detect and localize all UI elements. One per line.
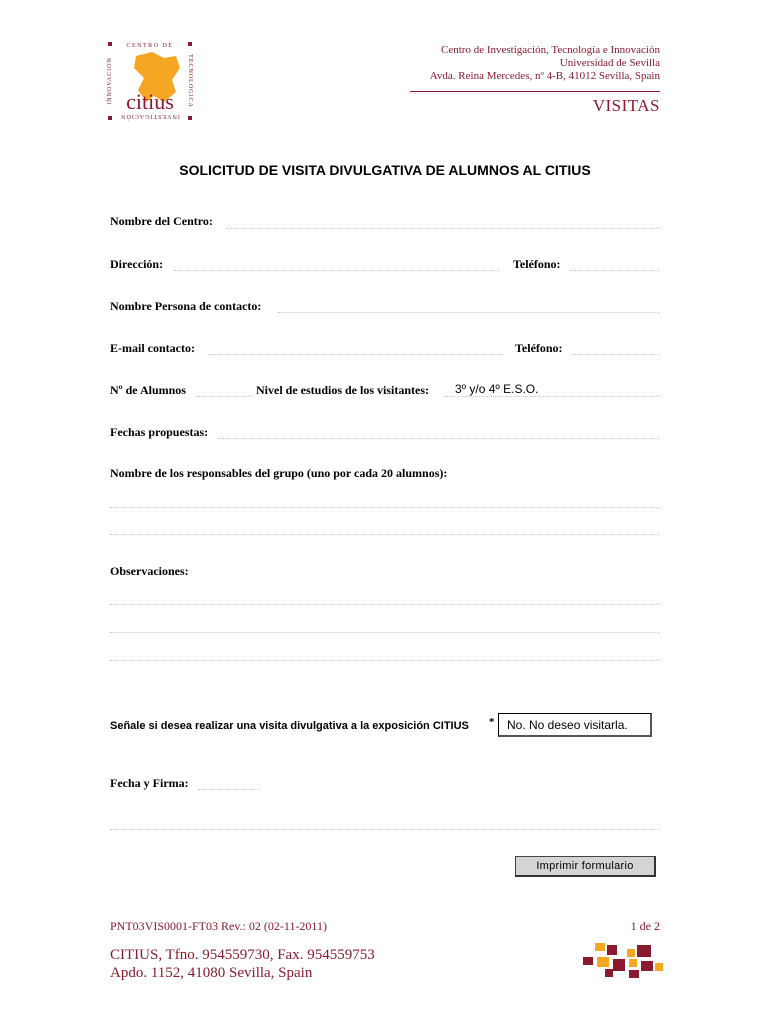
svg-text:INVESTIGACIÓN: INVESTIGACIÓN: [120, 113, 180, 119]
responsables-line-1[interactable]: [110, 507, 660, 508]
page-title: SOLICITUD DE VISITA DIVULGATIVA DE ALUMNOS AL CITIUS: [179, 162, 591, 178]
fechas-label: Fechas propuestas:: [110, 425, 209, 439]
institution-name: Centro de Investigación, Tecnología e Innovación: [441, 44, 660, 56]
svg-text:CENTRO DE: CENTRO DE: [126, 43, 174, 49]
visita-asterisk: *: [489, 716, 495, 728]
document-code: PNT03VIS0001-FT03 Rev.: 02 (02-11-2011): [110, 919, 327, 933]
citius-mosaic-logo: [583, 943, 663, 978]
institution-block: [430, 44, 660, 83]
nivel-field: [444, 396, 660, 397]
visita-label: Señale si desea realizar una visita divulgativa a la exposición CITIUS: [110, 720, 469, 732]
institution-address: Avda. Reina Mercedes, nº 4-B, 41012 Sevilla, Spain: [429, 70, 660, 82]
email-field[interactable]: [208, 354, 504, 355]
contacto-label: Nombre Persona de contacto:: [110, 299, 262, 313]
centro-field[interactable]: [226, 228, 660, 229]
direccion-label: Dirección:: [110, 257, 164, 271]
footer-contact: [110, 946, 375, 982]
footer-phone: CITIUS, Tfno. 954559730, Fax. 954559753: [110, 947, 375, 963]
page-number: 1 de 2: [630, 919, 660, 933]
nivel-value[interactable]: 3º y/o 4º E.S.O.: [455, 382, 539, 396]
header-divider: [410, 91, 660, 92]
observaciones-label: Observaciones:: [110, 564, 189, 578]
observaciones-line-1[interactable]: [110, 604, 660, 605]
centro-label: Nombre del Centro:: [110, 214, 213, 228]
visita-select[interactable]: No. No deseo visitarla.: [498, 713, 652, 737]
observaciones-line-2[interactable]: [110, 632, 660, 633]
telefono-contacto-field[interactable]: [572, 354, 660, 355]
svg-text:TECNOLÓGICA: TECNOLÓGICA: [187, 54, 193, 108]
svg-text:INNOVACIÓN: INNOVACIÓN: [107, 57, 113, 105]
print-form-button[interactable]: Imprimir formulario: [515, 856, 656, 877]
telefono-contacto-label: Teléfono:: [515, 341, 563, 355]
firma-line[interactable]: [110, 829, 660, 830]
firma-date-field[interactable]: [198, 789, 260, 790]
contacto-field[interactable]: [278, 312, 660, 313]
footer-address: Apdo. 1152, 41080 Sevilla, Spain: [110, 965, 313, 981]
firma-label: Fecha y Firma:: [110, 776, 189, 790]
responsables-line-2[interactable]: [110, 534, 660, 535]
section-label: VISITAS: [592, 96, 660, 115]
logo-wordmark: citius: [126, 89, 174, 114]
nivel-label: Nivel de estudios de los visitantes:: [256, 383, 430, 397]
fechas-field[interactable]: [218, 438, 660, 439]
telefono-label: Teléfono:: [513, 257, 561, 271]
responsables-label: Nombre de los responsables del grupo (uno por cada 20 alumnos):: [110, 466, 448, 480]
direccion-field[interactable]: [174, 270, 500, 271]
alumnos-field[interactable]: [196, 396, 252, 397]
observaciones-line-3[interactable]: [110, 660, 660, 661]
telefono-field[interactable]: [570, 270, 660, 271]
alumnos-label: Nº de Alumnos: [110, 383, 186, 397]
citius-logo: [106, 40, 194, 122]
university-name: Universidad de Sevilla: [559, 57, 660, 69]
email-label: E-mail contacto:: [110, 341, 195, 355]
